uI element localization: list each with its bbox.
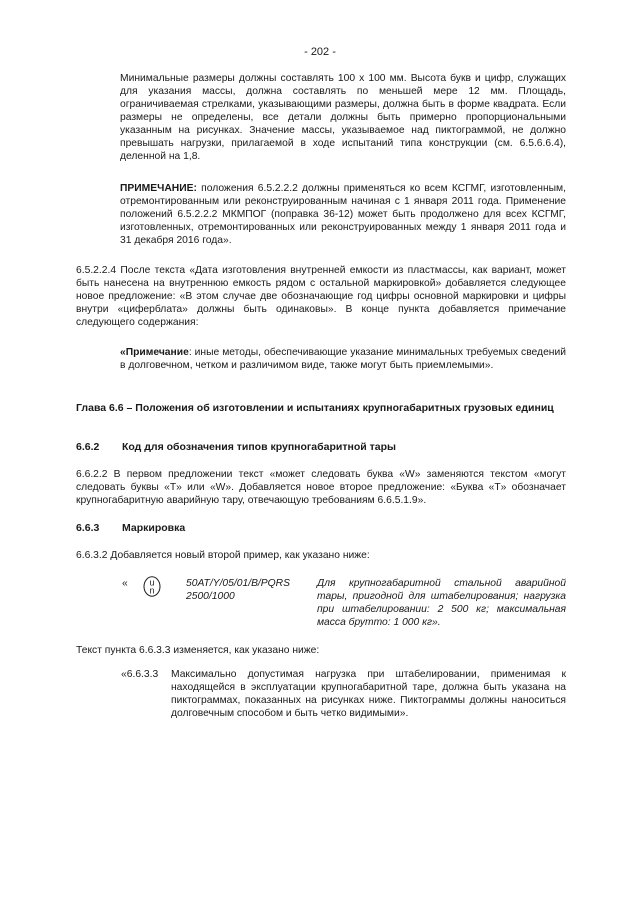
marking-code-line2: 2500/1000	[186, 591, 235, 602]
page-number: - 202 -	[304, 46, 336, 58]
note-text: положения 6.5.2.2.2 должны применяться ко всем КСГМГ, изготовленным, отремонтированным или реконструированным начиная с 1 января 2011 года. Применение положений 6.5.2.2.2 МКМПОГ (поправка 36-12) может быть продолжено для всех КСГМГ, изготовленных, отремонтированных или реконструированных между 1 января 2011 года и 31 декабря 2016 года».	[120, 183, 566, 246]
marking-example	[120, 577, 566, 633]
paragraph-6-6-3-3-intro: Текст пункта 6.6.3.3 изменяется, как указано ниже:	[76, 645, 320, 656]
marking-description: Для крупногабаритной стальной аварийной тары, пригодной для штабелирования; нагрузка при штабелировании: 2 500 кг; максимальная масса брутто: 1 000 кг».	[317, 578, 566, 628]
open-quote: «	[122, 578, 128, 589]
section-heading-6-6-3	[76, 522, 566, 535]
chapter-heading: Глава 6.6 – Положения об изготовлении и испытаниях крупногабаритных грузовых единиц	[76, 402, 554, 414]
marking-code	[186, 577, 311, 603]
quote-text: Максимально допустимая нагрузка при штабелировании, применимая к находящейся в эксплуатации крупногабаритной таре, должна быть указана на пиктограммах, показанных на рисунках ниже. Пиктограммы должны наноситься долговечным способом и быть четко видимыми».	[171, 669, 566, 719]
note-label: ПРИМЕЧАНИЕ:	[120, 183, 197, 194]
section-heading-6-6-2	[76, 441, 566, 454]
un-symbol-bottom: n	[149, 585, 155, 596]
paragraph-6-6-3-2: 6.6.3.2 Добавляется новый второй пример, как указано ниже:	[76, 550, 370, 561]
quote-number: «6.6.3.3	[121, 669, 159, 680]
un-packaging-symbol-icon	[143, 576, 161, 597]
paragraph-dimensions: Минимальные размеры должны составлять 100 x 100 мм. Высота букв и цифр, служащих для указания массы, должна составлять по меньшей мере 12 мм. Площадь, ограничиваемая стрелками, указывающими размеры, должна быть в форме квадрата. Если размеры не определены, все детали должны быть примерно пропорциональными указанным на рисунках. Значение массы, указываемое над пиктограммой, не должно превышать нагрузки, прилагаемой в ходе испытаний типа конструкции (см. 6.5.6.6.4), деленной на 1,8.	[120, 73, 566, 162]
note-ksgmg	[120, 182, 566, 247]
paragraph-6-5-2-2-4: 6.5.2.2.4 После текста «Дата изготовления внутренней емкости из пластмассы, как вариант, может быть нанесена на внутреннюю емкость рядом с остальной маркировкой» добавляется следующее новое предложение: «В этом случае две обозначающие год цифры основной маркировки и цифры внутри «циферблата» должны быть одинаковы». В конце пункта добавляется примечание следующего содержания:	[76, 265, 566, 328]
paragraph-6-6-2-2: 6.6.2.2 В первом предложении текст «может следовать буква «W» заменяются текстом «могут следовать буквы «T» или «W». Добавляется новое второе предложение: «Буква «T» обозначает крупногабаритную аварийную тару, отвечающую требованиям 6.6.5.1.9».	[76, 469, 566, 506]
note-alternative-methods	[120, 346, 566, 372]
note-label: «Примечание	[120, 347, 189, 358]
section-number: 6.6.3	[76, 522, 100, 534]
section-title: Маркировка	[122, 522, 186, 534]
marking-code-line1: 50AT/Y/05/01/B/PQRS	[186, 578, 290, 589]
note-text: : иные методы, обеспечивающие указание минимальных требуемых сведений в долговечном, четком и различимом виде, также могут быть приемлемыми».	[120, 347, 566, 371]
section-title: Код для обозначения типов крупногабаритной тары	[122, 441, 396, 453]
section-number: 6.6.2	[76, 441, 100, 453]
un-symbol-top: u	[149, 577, 155, 588]
